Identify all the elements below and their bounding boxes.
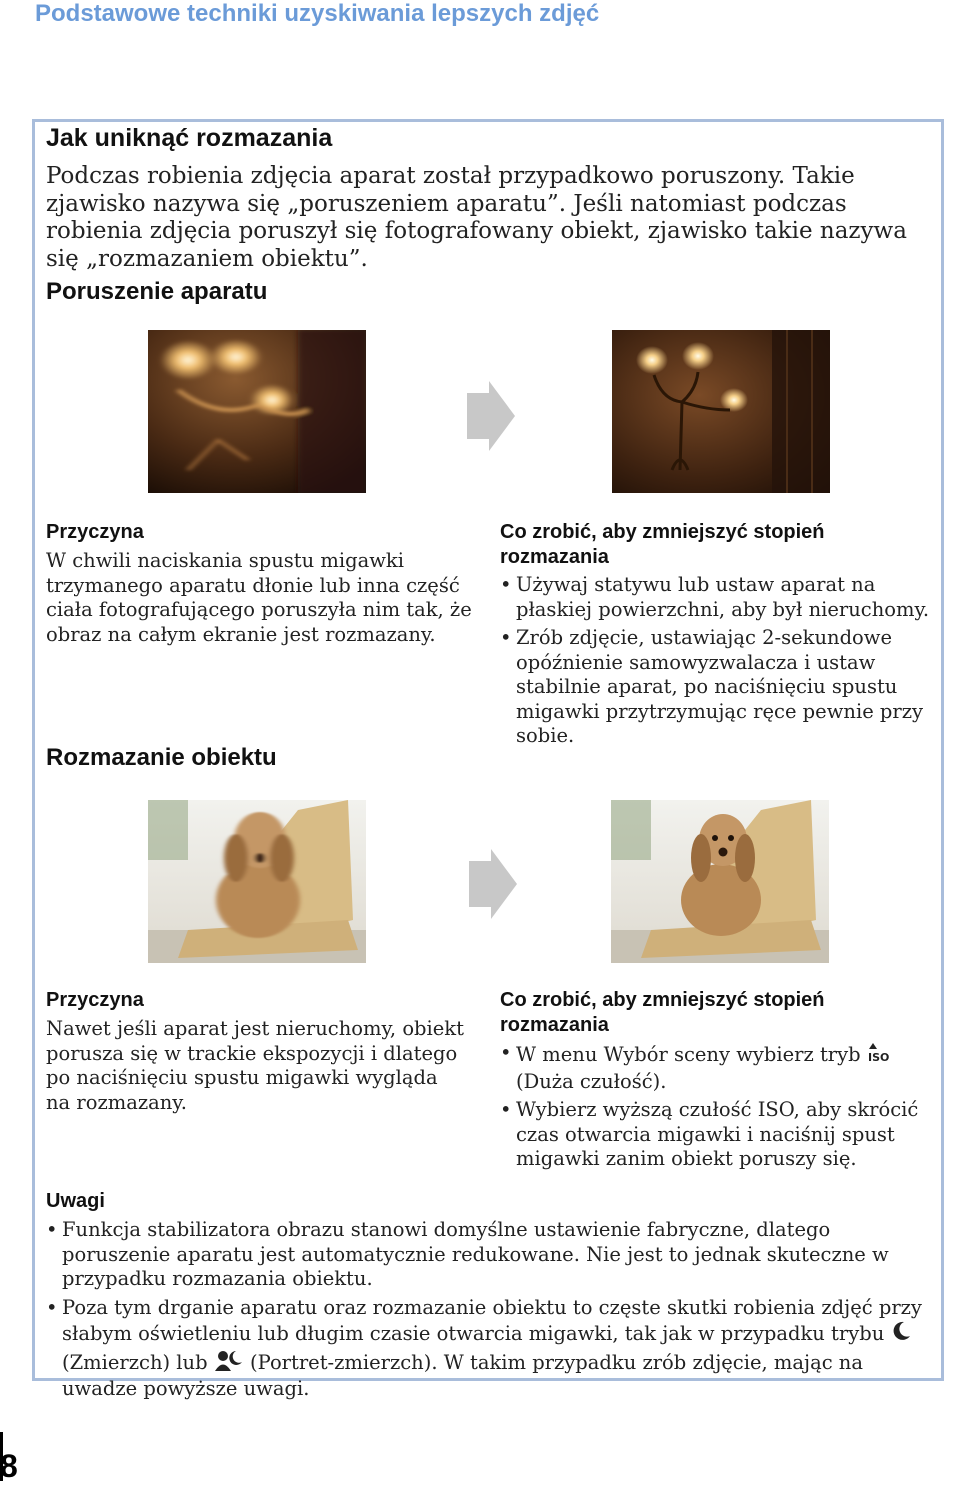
blurred-lamp-photo [148, 330, 366, 493]
svg-text:ISO: ISO [867, 1051, 890, 1063]
subject-blur-cause-text: Nawet jeśli aparat jest nieruchomy, obiekt porusza się w trackie ekspozycji i dlatego po naciśnięciu spustu migawki wygląda na rozmazany. [46, 1017, 464, 1114]
blurred-dog-photo [148, 800, 366, 963]
sharp-dog-photo [611, 800, 829, 963]
camera-shake-cause-title: Przyczyna [46, 521, 144, 543]
list-item: • Funkcja stabilizatora obrazu stanowi domyślne ustawienie fabryczne, dlatego poruszenie aparatu jest automatycznie redukowane. Nie jest to jednak skuteczne w przypadku rozmazania obiektu. [46, 1218, 938, 1292]
note2-text-part3: (Portret-zmierzch). W takim przypadku zrób zdjęcie, mając na uwadze powyższe uwagi. [62, 1350, 863, 1400]
intro-paragraph: Podczas robienia zdjęcia aparat został przypadkowo poruszony. Takie zjawisko nazywa się „poruszeniem aparatu”. Jeśli natomiast podczas robienia zdjęcia poruszył się fotografowany obiekt, zjawisko takie nazywa się „rozmazaniem obiektu”. [46, 163, 907, 272]
twilight-portrait-icon [214, 1349, 244, 1378]
arrow-right-icon [467, 381, 515, 455]
twilight-moon-icon [890, 1320, 912, 1349]
section-title: Jak uniknąć rozmazania [46, 124, 333, 152]
note2-text-part2: (Zmierzch) lub [62, 1350, 208, 1374]
camera-shake-title: Poruszenie aparatu [46, 278, 268, 305]
subject-blur-fix-list [500, 1041, 936, 1176]
subject-blur-cause-title: Przyczyna [46, 989, 144, 1011]
list-item: • Wybierz wyższą czułość ISO, aby skrócić czas otwarcia migawki i naciśnij spust migawki zanim obiekt poruszy się. [500, 1098, 936, 1172]
note2-text-part1: Poza tym drganie aparatu oraz rozmazanie obiektu to częste skutki robienia zdjęć przy słabym oświetleniu lub długim czasie otwarcia migawki, tak jak w przypadku trybu [62, 1295, 922, 1345]
arrow-right-icon [469, 849, 517, 923]
list-item [46, 1296, 938, 1402]
fix1-text-after: (Duża czułość). [516, 1069, 667, 1093]
high-sensitivity-iso-icon [867, 1041, 895, 1070]
notes-title: Uwagi [46, 1190, 105, 1212]
page-header-title: Podstawowe techniki uzyskiwania lepszych zdjęć [35, 0, 600, 27]
sharp-lamp-photo [612, 330, 830, 493]
list-item [500, 1041, 936, 1094]
subject-blur-fix-title: Co zrobić, aby zmniejszyć stopień rozmazania [500, 989, 825, 1036]
fix1-text-before: W menu Wybór sceny wybierz tryb [516, 1042, 861, 1066]
notes-list [46, 1218, 938, 1406]
list-item: • Zrób zdjęcie, ustawiając 2-sekundowe opóźnienie samowyzwalacza i ustaw stabilnie aparat, po naciśnięciu spustu migawki przytrzymując ręce pewnie przy sobie. [500, 626, 936, 749]
camera-shake-fix-title: Co zrobić, aby zmniejszyć stopień rozmazania [500, 521, 825, 568]
camera-shake-fix-list [500, 573, 936, 753]
subject-blur-title: Rozmazanie obiektu [46, 744, 277, 771]
list-item: • Używaj statywu lub ustaw aparat na płaskiej powierzchni, aby był nieruchomy. [500, 573, 936, 622]
camera-shake-cause-text: W chwili naciskania spustu migawki trzymanego aparatu dłonie lub inna część ciała fotografującego poruszyła nim tak, że obraz na całym ekranie jest rozmazany. [46, 549, 472, 646]
page-number: 8 [0, 1448, 18, 1484]
